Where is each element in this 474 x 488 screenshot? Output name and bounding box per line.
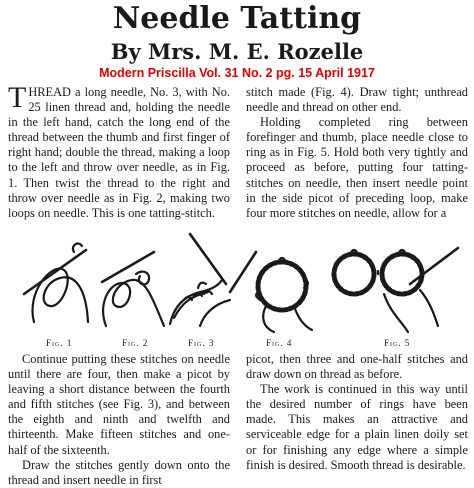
figure-5-illustration xyxy=(334,248,458,332)
figure-2-caption: Fig. 2 xyxy=(122,338,149,348)
figure-2-illustration xyxy=(102,252,164,326)
column-left-bottom xyxy=(8,352,230,488)
column-right-top xyxy=(246,85,468,221)
figure-4-caption: Fig. 4 xyxy=(266,338,293,348)
figure-5-caption: Fig. 5 xyxy=(384,338,411,348)
paragraph-text: HREAD a long needle, No. 3, with No. 25 linen thread and, holding the needle in the left hand, catch the long end of the thread between the thumb and first finger of right hand; double the thread, making a loop to the left and throw over needle, as in Fig. 1. Then twist the thread to the right and throw over needle as in Fig. 2, making two loops on needle. This is one tatting-stitch. xyxy=(8,85,230,220)
article-source: Modern Priscilla Vol. 31 No. 2 pg. 15 April 1917 xyxy=(99,66,375,80)
paragraph: Continue putting these stitches on needle until there are four, then make a picot by leaving a short distance between the fourth and fifth stitches (see Fig. 3), and between the eighth and ninth and twelfth and thirteenth. Make fifteen stitches and one-half of the sixteenth. xyxy=(8,352,230,457)
paragraph: stitch made (Fig. 4). Draw tight; unthread needle and thread on other end. xyxy=(246,85,468,115)
drop-cap: T xyxy=(8,81,27,114)
paragraph: The work is continued in this way until the desired number of rings have been made. This makes an attractive and serviceable edge for a plain linen doily set or for finishing any edge where a simple finish is desired. Smooth thread is desirable. xyxy=(246,382,468,472)
figure-1-caption: Fig. 1 xyxy=(46,338,73,348)
paragraph xyxy=(8,81,230,221)
paragraph: Holding completed ring between forefinger and thumb, place needle close to ring as in Fig. 5. Hold both very tightly and proceed as before, putting four tatting-stitches on needle, then insert needle point in the side picot of preceding loop, make four more stitches on needle, allow for a xyxy=(246,115,468,220)
figure-3-caption: Fig. 3 xyxy=(188,338,215,348)
figure-3-illustration xyxy=(170,234,230,326)
column-left-top xyxy=(8,81,230,221)
paragraph: picot, then three and one-half stitches and draw down on thread as before. xyxy=(246,352,468,382)
article-title: Needle Tatting xyxy=(112,1,362,36)
column-right-bottom xyxy=(246,352,468,473)
paragraph: Draw the stitches gently down onto the thread and insert needle in first xyxy=(8,457,230,487)
figure-4-illustration xyxy=(230,252,312,332)
tatting-figures xyxy=(4,222,470,350)
figure-1-illustration xyxy=(24,244,88,322)
article-author: By Mrs. M. E. Rozelle xyxy=(110,39,364,64)
